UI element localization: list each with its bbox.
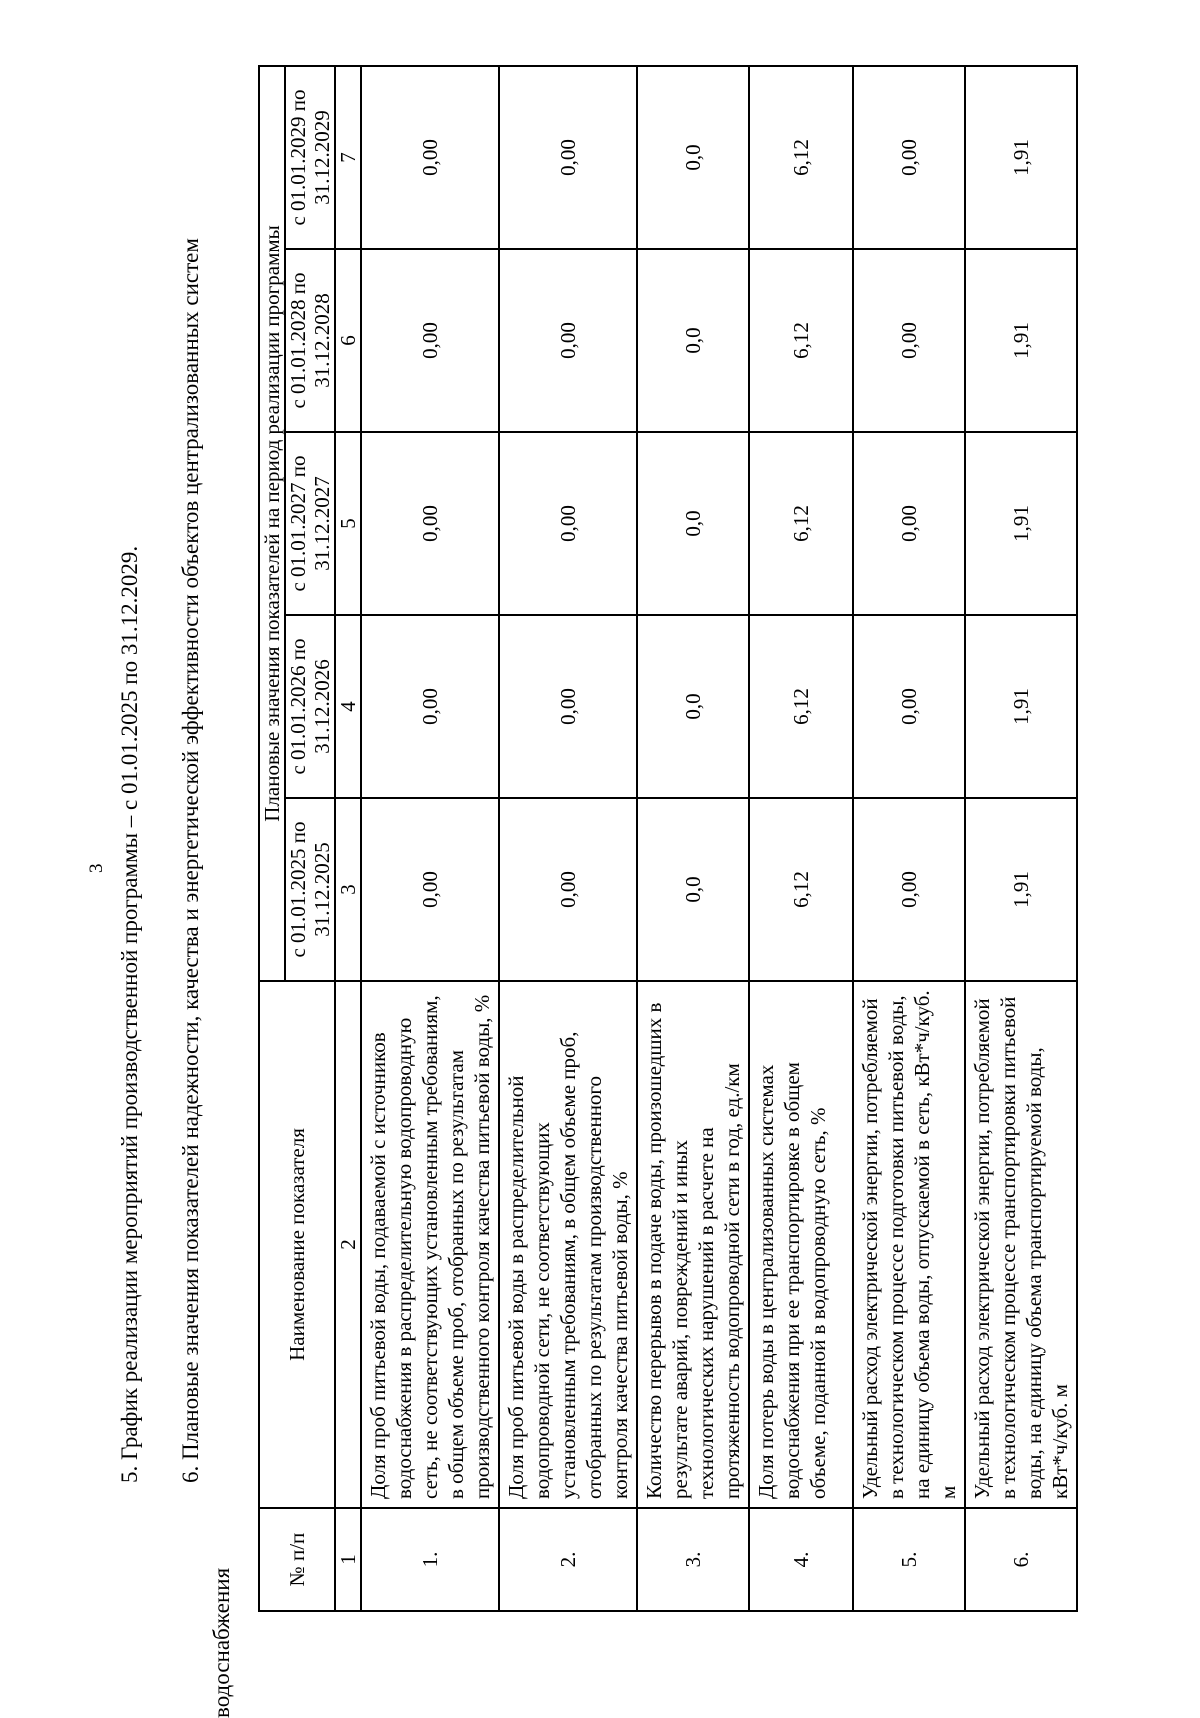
value-2029: 0,00	[853, 66, 965, 249]
indicator-name: Доля проб питьевой воды, подаваемой с источников водоснабжения в распределительную водопроводную сеть, не соответствующих установленным требованиям, в общем объеме проб, отобранных по результатам производственного контроля качества питьевой воды, %	[361, 981, 499, 1508]
table-row	[853, 66, 965, 1611]
header-period-2028: с 01.01.2028 по 31.12.2028	[285, 249, 335, 432]
value-2027: 0,00	[361, 432, 499, 615]
value-2025: 0,00	[853, 798, 965, 981]
value-2025: 0,00	[499, 798, 637, 981]
section-6-heading	[175, 13, 237, 1718]
row-number: 1.	[361, 1508, 499, 1611]
value-2028: 1,91	[965, 249, 1077, 432]
header-number: № п/п	[259, 1508, 335, 1611]
section-6-line-2: водоснабжения	[209, 1567, 234, 1718]
value-2028: 6,12	[749, 249, 853, 432]
value-2026: 0,00	[499, 615, 637, 798]
header-indicator-name: Наименование показателя	[259, 981, 335, 1508]
value-2025: 0,0	[637, 798, 749, 981]
table-row	[499, 66, 637, 1611]
header-period-2026: с 01.01.2026 по 31.12.2026	[285, 615, 335, 798]
value-2027: 6,12	[749, 432, 853, 615]
column-number: 4	[335, 615, 361, 798]
value-2026: 6,12	[749, 615, 853, 798]
row-number: 4.	[749, 1508, 853, 1611]
table-row	[749, 66, 853, 1611]
value-2025: 1,91	[965, 798, 1077, 981]
column-number: 1	[335, 1508, 361, 1611]
indicators-table	[258, 65, 1078, 1612]
value-2026: 1,91	[965, 615, 1077, 798]
value-2026: 0,00	[361, 615, 499, 798]
value-2027: 1,91	[965, 432, 1077, 615]
value-2027: 0,0	[637, 432, 749, 615]
row-number: 2.	[499, 1508, 637, 1611]
value-2029: 1,91	[965, 66, 1077, 249]
value-2025: 6,12	[749, 798, 853, 981]
value-2029: 0,00	[499, 66, 637, 249]
indicator-name: Удельный расход электрической энергии, потребляемой в технологическом процессе подготовки питьевой воды, на единицу объема воды, отпускаемой в сеть, кВт*ч/куб. м	[853, 981, 965, 1508]
indicator-name: Удельный расход электрической энергии, потребляемой в технологическом процессе транспортировки питьевой воды, на единицу объема транспортируемой воды, кВт*ч/куб. м	[965, 981, 1077, 1508]
header-row-1	[259, 66, 285, 1611]
row-number: 6.	[965, 1508, 1077, 1611]
column-number: 3	[335, 798, 361, 981]
value-2026: 0,0	[637, 615, 749, 798]
indicator-name: Доля потерь воды в централизованных системах водоснабжения при ее транспортировке в общем объеме, поданной в водопроводную сеть, %	[749, 981, 853, 1508]
header-period-2029: с 01.01.2029 по 31.12.2029	[285, 66, 335, 249]
value-2028: 0,00	[361, 249, 499, 432]
column-number: 5	[335, 432, 361, 615]
value-2028: 0,0	[637, 249, 749, 432]
column-number: 6	[335, 249, 361, 432]
value-2027: 0,00	[853, 432, 965, 615]
indicator-name: Количество перерывов в подаче воды, произошедших в результате аварий, повреждений и иных технологических нарушений в расчете на протяженность водопроводной сети в год, ед./км	[637, 981, 749, 1508]
value-2027: 0,00	[499, 432, 637, 615]
section-5-heading: 5. График реализации мероприятий производственной программы – с 01.01.2025 по 31.12.2029.	[117, 545, 142, 1483]
value-2026: 0,00	[853, 615, 965, 798]
header-period-2025: с 01.01.2025 по 31.12.2025	[285, 798, 335, 981]
column-number: 2	[335, 981, 361, 1508]
column-numbers-row	[335, 66, 361, 1611]
value-2029: 6,12	[749, 66, 853, 249]
section-6-line-1: 6. Плановые значения показателей надежности, качества и энергетической эффективности объектов централизованных систем	[178, 238, 203, 1483]
value-2029: 0,0	[637, 66, 749, 249]
value-2028: 0,00	[499, 249, 637, 432]
table-row	[965, 66, 1077, 1611]
table-row	[637, 66, 749, 1611]
row-number: 5.	[853, 1508, 965, 1611]
header-period-2027: с 01.01.2027 по 31.12.2027	[285, 432, 335, 615]
column-number: 7	[335, 66, 361, 249]
page-number: 3	[86, 863, 107, 873]
value-2028: 0,00	[853, 249, 965, 432]
header-plan-values: Плановые значения показателей на период реализации программы	[259, 66, 285, 981]
table-row	[361, 66, 499, 1611]
value-2029: 0,00	[361, 66, 499, 249]
value-2025: 0,00	[361, 798, 499, 981]
row-number: 3.	[637, 1508, 749, 1611]
indicator-name: Доля проб питьевой воды в распределительной водопроводной сети, не соответствующих установленным требованиям, в общем объеме проб, отобранных по результатам производственного контроля качества питьевой воды, %	[499, 981, 637, 1508]
